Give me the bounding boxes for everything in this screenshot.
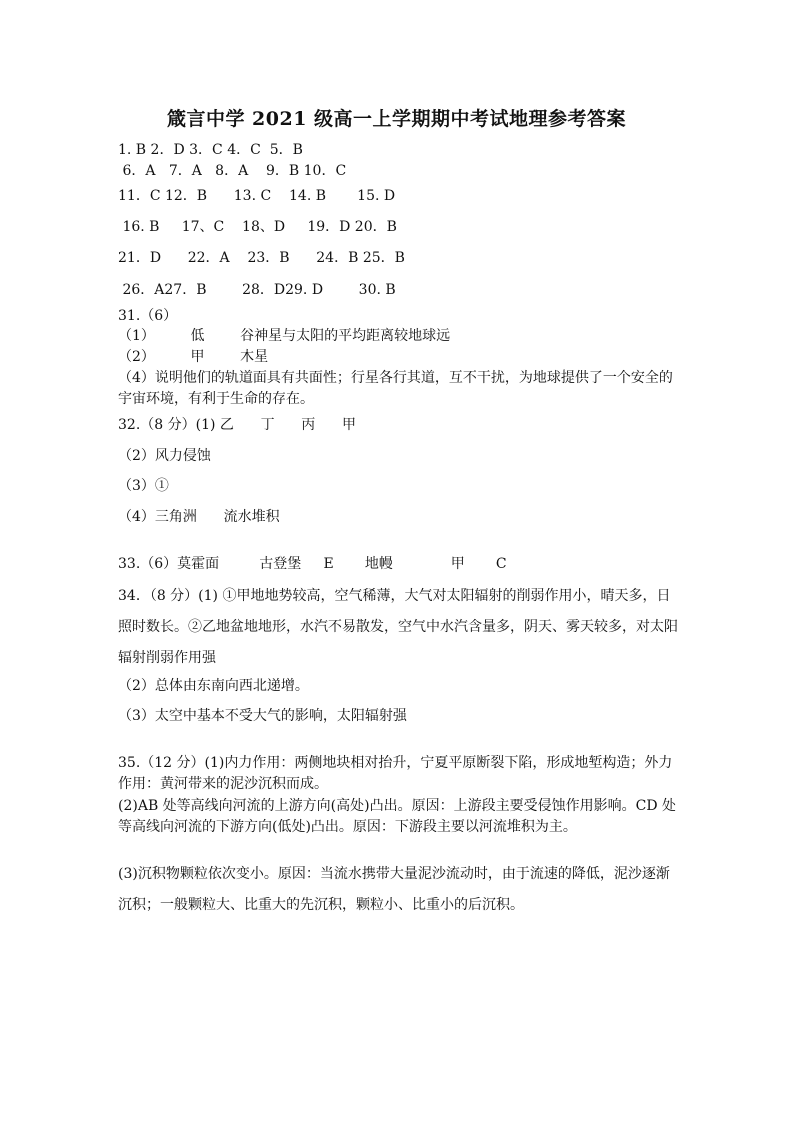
- answers-row-6-10: 6．A 7．A 8．A 9．B 10．C: [118, 163, 347, 179]
- answers-row-26-30: 26．A27．B 28．D29. D 30. B: [118, 282, 396, 298]
- question-34-part-1: 34．（8 分）(1) ①甲地地势较高，空气稀薄，大气对太阳辐射的削弱作用小，晴天多，日照时数长。②乙地盆地地形，水汽不易散发，空气中水汽含量多，阴天、雾天较多，对太阳辐射削弱作用强: [118, 588, 678, 666]
- question-34-part-3: （3）太空中基本不受大气的影响，太阳辐射强: [118, 708, 407, 724]
- question-34-part-2: （2）总体由东南向西北递增。: [118, 678, 309, 694]
- question-32-part-1: 32.（8 分）(1) 乙 丁 丙 甲: [118, 417, 357, 433]
- question-31-part-4: （4）说明他们的轨道面具有共面性；行星各行其道，互不干扰，为地球提供了一个安全的宇宙环境，有利于生命的存在。: [118, 370, 673, 407]
- question-33: 33.（6）莫霍面 古登堡 E 地幔 甲 C: [118, 556, 507, 572]
- question-32-part-4: （4）三角洲 流水堆积: [118, 509, 280, 525]
- question-35-part-1: 35.（12 分）(1)内力作用：两侧地块相对抬升，宁夏平原断裂下陷，形成地堑构造；外力作用：黄河带来的泥沙沉积而成。: [118, 755, 673, 792]
- page-title: 箴言中学 2021 级高一上学期期中考试地理参考答案: [166, 108, 627, 130]
- answers-row-16-20: 16. B 17、C 18、D 19．D 20．B: [118, 219, 397, 235]
- question-31-part-1: （1） 低 谷神星与太阳的平均距离较地球远: [118, 328, 451, 344]
- question-32-part-2: （2）风力侵蚀: [118, 448, 211, 464]
- answers-row-1-5: 1. B 2．D 3．C 4．C 5．B: [118, 142, 303, 158]
- answers-row-11-15: 11．C 12．B 13. C 14. B 15. D: [118, 188, 396, 204]
- question-31-header: 31.（6）: [118, 308, 178, 324]
- question-35-part-3: (3)沉积物颗粒依次变小。原因：当流水携带大量泥沙流动时，由于流速的降低，泥沙逐渐沉积；一般颗粒大、比重大的先沉积，颗粒小、比重小的后沉积。: [118, 866, 670, 913]
- answers-row-21-25: 21．D 22．A 23．B 24．B 25．B: [118, 250, 405, 266]
- question-31-part-2: （2） 甲 木星: [118, 349, 269, 365]
- question-35-part-2: (2)AB 处等高线向河流的上游方向(高处)凸出。原因：上游段主要受侵蚀作用影响。CD 处等高线向河流的下游方向(低处)凸出。原因：下游段主要以河流堆积为主。: [118, 798, 676, 835]
- question-32-part-3: （3）①: [118, 478, 169, 494]
